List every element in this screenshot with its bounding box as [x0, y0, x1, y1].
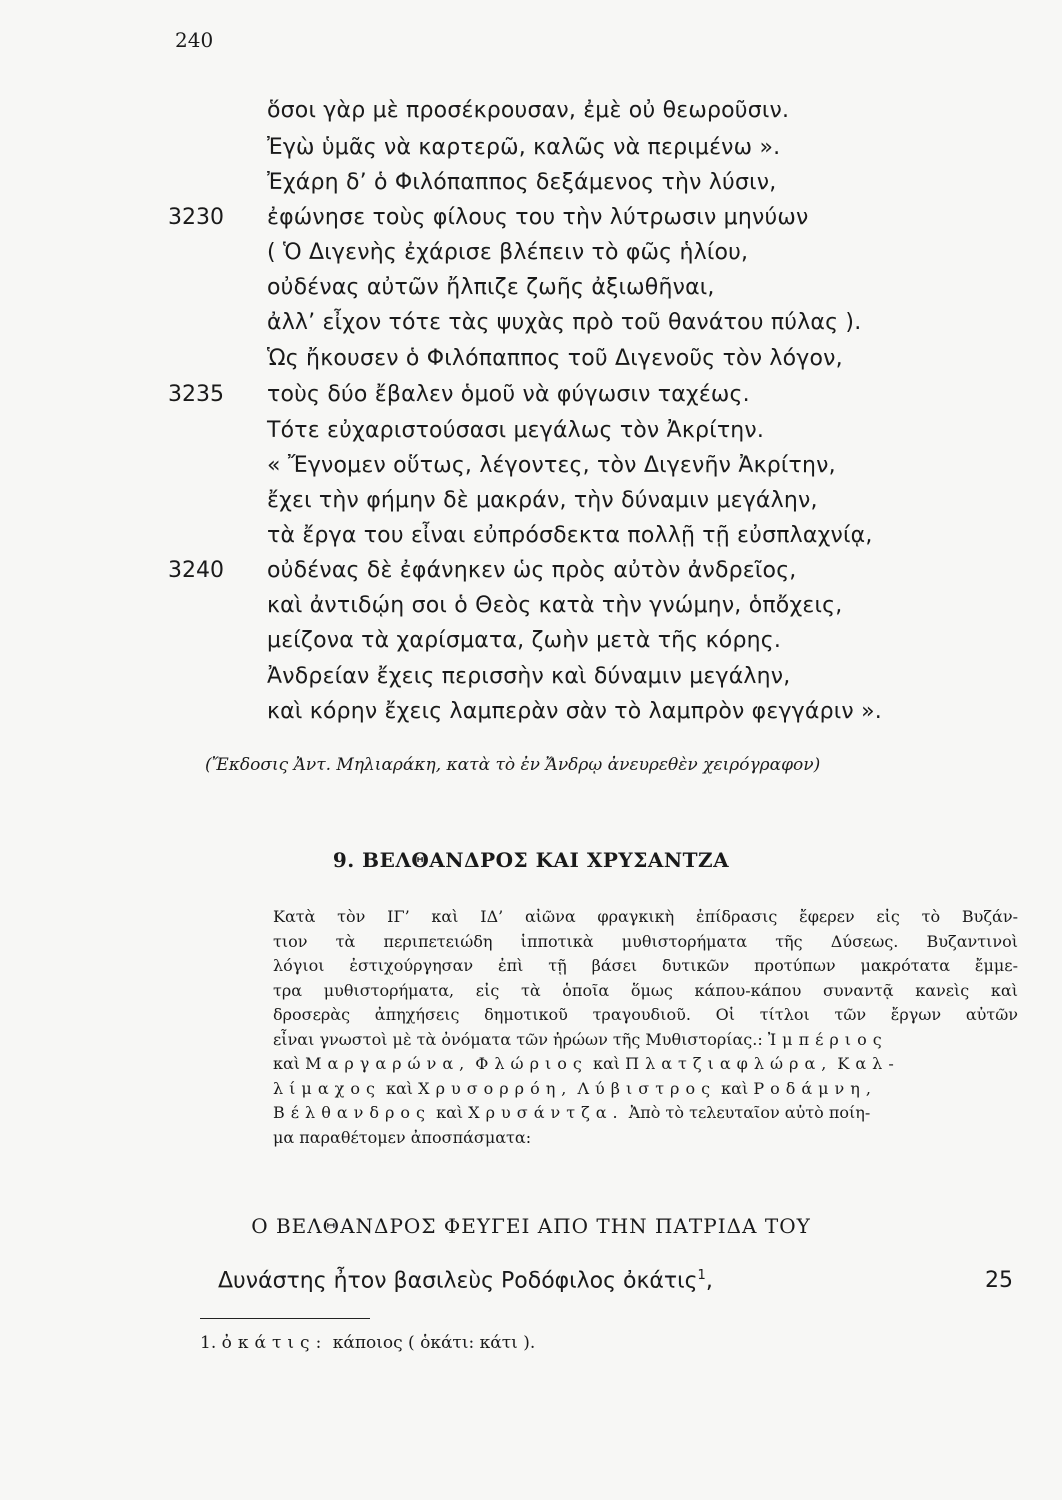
poem-line: οὐδένας αὐτῶν ἤλπιζε ζωῆς ἀξιωθῆναι,: [267, 275, 715, 300]
excerpt-line-punct: ,: [705, 1268, 713, 1294]
footnote-term: ὀκάτις:: [221, 1333, 328, 1353]
intro-line: [273, 1052, 1018, 1077]
footnote: [200, 1333, 535, 1353]
conjunction: καὶ: [436, 1103, 464, 1122]
footnote-number: 1.: [200, 1333, 217, 1353]
line-number: 3230: [168, 205, 224, 230]
poem-line: ὅσοι γὰρ μὲ προσέκρουσαν, ἐμὲ οὐ θεωροῦσιν.: [267, 98, 790, 123]
intro-line: μα παραθέτομεν ἀποσπάσματα:: [273, 1127, 532, 1147]
poem-line: μείζονα τὰ χαρίσματα, ζωὴν μετὰ τῆς κόρης.: [267, 628, 782, 653]
poem-line: ἔχει τὴν φήμην δὲ μακράν, τὴν δύναμιν μεγάλην,: [267, 488, 818, 513]
title-name: Μαργαρώνα,: [305, 1054, 471, 1073]
intro-line: [273, 1077, 1018, 1102]
conjunction: καὶ: [721, 1078, 749, 1098]
title-name: Χρυσάντζα.: [468, 1103, 624, 1122]
title-name: λίμαχος: [273, 1078, 381, 1098]
poem-line: οὐδένας δὲ ἐφάνηκεν ὡς πρὸς αὐτὸν ἀνδρεῖος,: [267, 558, 797, 583]
conjunction: καὶ: [386, 1078, 414, 1098]
intro-line: τιον τὰ περιπετειώδη ἱπποτικὰ μυθιστορήματα τῆς Δύσεως. Βυζαντινοὶ: [273, 931, 1018, 951]
poem-line: ( Ὁ Διγενὴς ἐχάρισε βλέπειν τὸ φῶς ἡλίου,: [267, 240, 749, 265]
page-number: 240: [175, 28, 214, 52]
intro-line: Κατὰ τὸν ΙΓ’ καὶ ΙΔ’ αἰῶνα φραγκικὴ ἐπίδρασις ἔφερεν εἰς τὸ Βυζάν-: [273, 907, 1018, 926]
poem-line: Ἀνδρείαν ἔχεις περισσὴν καὶ δύναμιν μεγάλην,: [267, 664, 791, 689]
intro-paragraph: [273, 905, 1018, 1150]
conjunction: καὶ: [592, 1054, 621, 1073]
poem-line: Ὡς ἤκουσεν ὁ Φιλόπαππος τοῦ Διγενοῦς τὸν λόγον,: [267, 346, 843, 371]
intro-text: εἶναι γνωστοὶ μὲ τὰ ὀνόματα τῶν ἡρώων τῆς Μυθιστορίας.:: [273, 1029, 763, 1049]
title-name: Ἰμπέριος: [767, 1029, 888, 1049]
footnote-divider: [200, 1318, 370, 1319]
poem-line: Ἐχάρη δ’ ὁ Φιλόπαππος δεξάμενος τὴν λύσιν,: [267, 170, 777, 195]
title-name: Καλ-: [837, 1054, 900, 1073]
poem-line: « Ἔγνομεν οὕτως, λέγοντες, τὸν Διγενῆν Ἀκρίτην,: [267, 453, 836, 478]
intro-line: λόγιοι ἐστιχούργησαν ἐπὶ τῇ βάσει δυτικῶν προτύπων μακρότατα ἔμμε-: [273, 956, 1018, 975]
title-name: Λύβιστρος: [577, 1078, 717, 1098]
intro-line: δροσερὰς ἀπηχήσεις δημοτικοῦ τραγουδιοῦ. Οἱ τίτλοι τῶν ἔργων αὐτῶν: [273, 1005, 1018, 1024]
source-note: (Ἔκδοσις Ἀντ. Μηλιαράκη, κατὰ τὸ ἐν Ἄνδρῳ ἀνευρεθὲν χειρόγραφον): [205, 755, 821, 775]
poem-line: τὰ ἔργα του εἶναι εὐπρόσδεκτα πολλῇ τῇ εὐσπλαχνίᾳ,: [267, 523, 873, 548]
title-name: Βέλθανδρος: [273, 1103, 431, 1122]
poem-line: ἐφώνησε τοὺς φίλους του τὴν λύτρωσιν μηνύων: [267, 205, 809, 230]
footnote-text: κάποιος ( ὁκάτι: κάτι ).: [332, 1333, 536, 1353]
poem-line: Ἐγὼ ὑμᾶς νὰ καρτερῶ, καλῶς νὰ περιμένω ».: [267, 135, 781, 160]
title-name: Πλατζιαφλώρα,: [625, 1054, 833, 1073]
poem-line: Τότε εὐχαριστούσασι μεγάλως τὸν Ἀκρίτην.: [267, 418, 765, 443]
title-name: Φλώριος: [475, 1054, 588, 1073]
intro-line: τρα μυθιστορήματα, εἰς τὰ ὁποῖα ὅμως κάπου-κάπου συναντᾷ κανεὶς καὶ: [273, 980, 1018, 1000]
poem-line: καὶ ἀντιδῴη σοι ὁ Θεὸς κατὰ τὴν γνώμην, ὁπὄχεις,: [267, 593, 843, 618]
intro-text: Ἀπὸ τὸ τελευταῖον αὐτὸ ποίη-: [628, 1103, 871, 1122]
excerpt-title: Ο ΒΕΛΘΑΝΔΡΟΣ ΦΕΥΓΕΙ ΑΠΟ ΤΗΝ ΠΑΤΡΙΔΑ ΤΟΥ: [251, 1214, 811, 1238]
section-heading: 9. ΒΕΛΘΑΝΔΡΟΣ ΚΑΙ ΧΡΥΣΑΝΤΖΑ: [332, 848, 730, 872]
intro-line: [273, 1101, 1018, 1126]
footnote-marker: 1: [697, 1268, 706, 1283]
excerpt-line-number: 25: [985, 1268, 1013, 1293]
intro-line: [273, 1028, 1018, 1053]
conjunction: καὶ: [273, 1054, 301, 1073]
line-number: 3240: [168, 558, 224, 583]
poem-line: ἀλλ’ εἶχον τότε τὰς ψυχὰς πρὸ τοῦ θανάτου πύλας ).: [267, 310, 862, 335]
poem-line: καὶ κόρην ἔχεις λαμπερὰν σὰν τὸ λαμπρὸν φεγγάριν ».: [267, 699, 882, 724]
line-number: 3235: [168, 382, 224, 407]
title-name: Ροδάμνη,: [753, 1078, 877, 1098]
title-name: Χρυσορρόη,: [418, 1078, 573, 1098]
excerpt-line: [218, 1268, 713, 1293]
poem-line: τοὺς δύο ἔβαλεν ὁμοῦ νὰ φύγωσιν ταχέως.: [267, 382, 750, 407]
excerpt-line-text: Δυνάστης ἦτον βασιλεὺς Ροδόφιλος ὀκάτις: [218, 1268, 698, 1294]
